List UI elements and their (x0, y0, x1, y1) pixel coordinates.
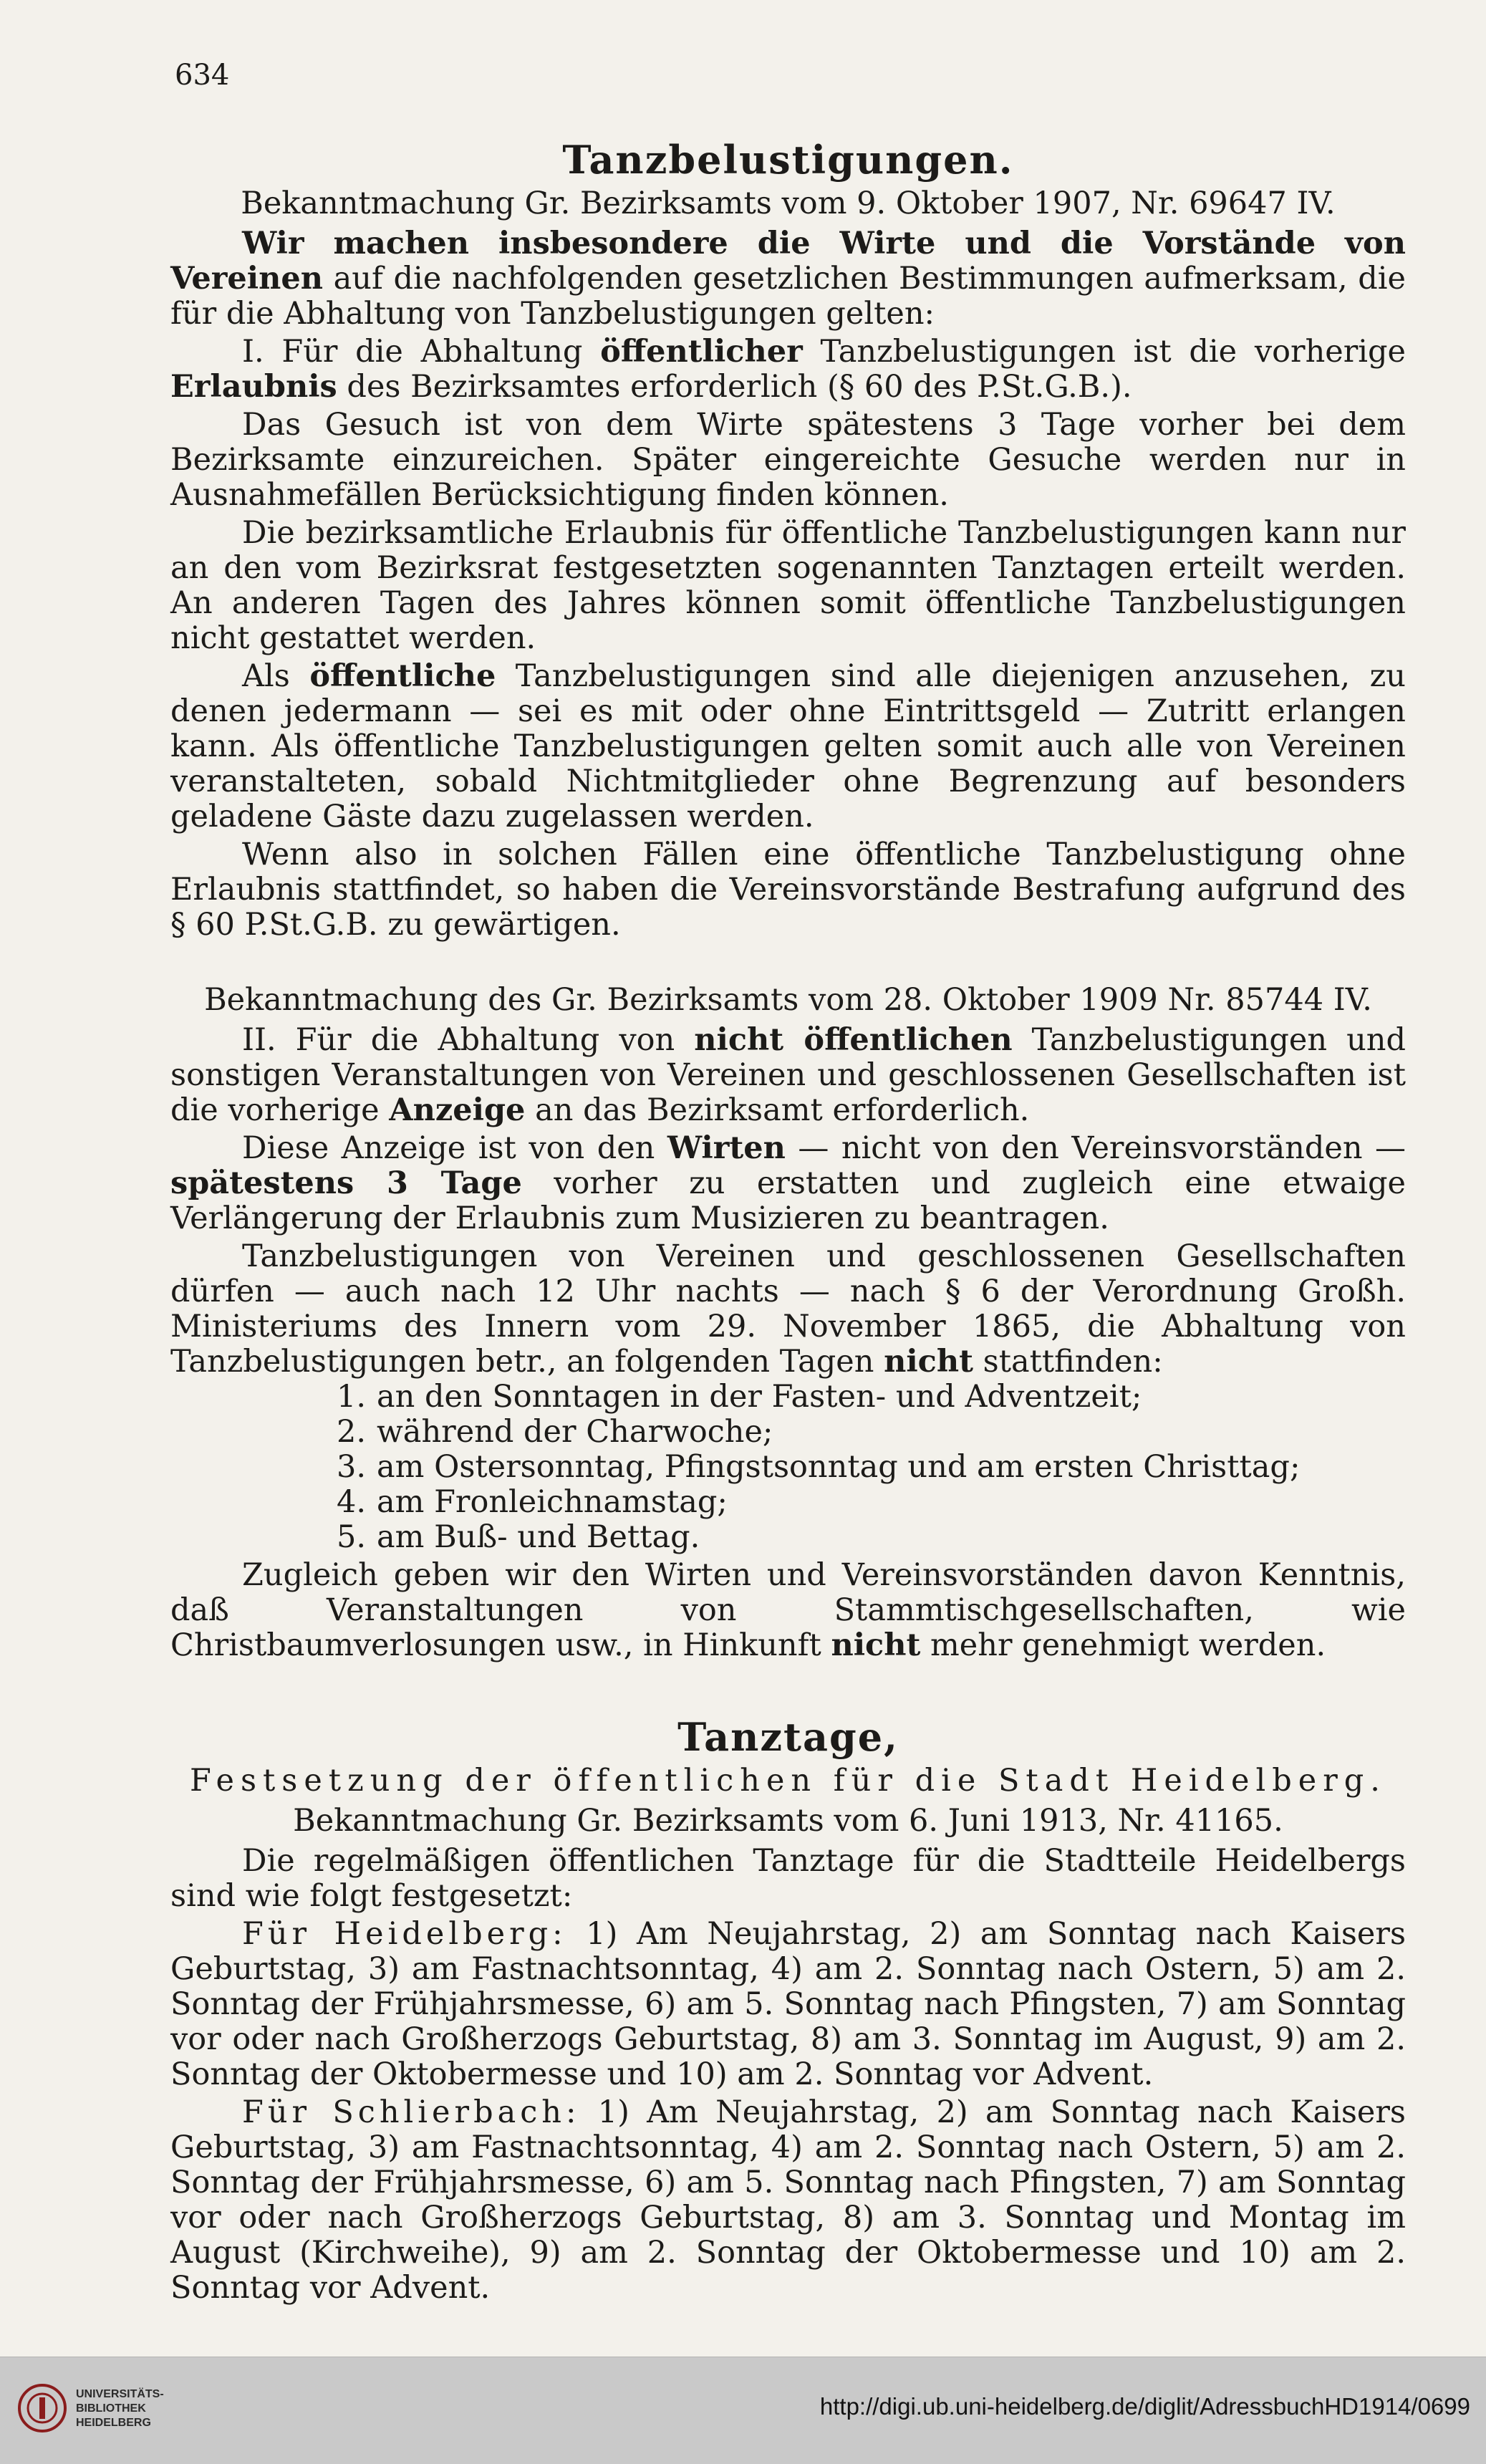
university-seal-icon (17, 2383, 67, 2433)
paragraph-text: mehr genehmigt werden. (920, 1627, 1326, 1663)
paragraph-text: stattfinden: (973, 1344, 1163, 1380)
page-number: 634 (175, 59, 230, 92)
paragraph-text: 1) Am Neujahrstag, 2) am Sonntag nach Kaisers Geburtstag, 3) am Fastnachtsonntag, 4) am 2. Sonntag nach Ostern, 5) am 2. Sonntag der Frühjahrsmesse, 6) am 5. Sonntag nach Pfingsten, 7) am Sonntag vor oder nach Großherzogs Geburtstag, 8) am 3. Sonntag und Montag im August (Kirchweihe), 9) am 2. Sonntag der Oktobermesse und 10) am 2. Sonntag vor Advent. (170, 2094, 1407, 2306)
list-item: 2. während der Charwoche; (337, 1414, 773, 1450)
paragraph-gesuch: Das Gesuch ist von dem Wirte spätestens 3 Tage vorher bei dem Bezirksamte einzureichen. Später eingereichte Gesuche werden nur in Ausnahmefällen Berücksichtigung finden können. (170, 407, 1406, 513)
paragraph-text: Tanzbelustigungen ist die vorherige (802, 334, 1406, 370)
bold-phrase: Wir machen insbesondere die Wirte und die Vorstände von Vereinen (170, 226, 1406, 297)
paragraph-text: des Bezirksamtes erforderlich (§ 60 des P.St.G.B.). (337, 369, 1132, 405)
place-label: Für Heidelberg: (242, 1916, 567, 1952)
bold-phrase: nicht (884, 1344, 973, 1380)
list-item: 5. am Buß- und Bettag. (337, 1519, 700, 1555)
section-heading-tanztage: Tanztage, (677, 1714, 899, 1760)
paragraph-text: Tanzbelustigungen und sonstigen Veranstaltungen von Vereinen und geschlossenen Gesellschaften ist die vorherige (170, 1022, 1406, 1128)
paragraph-tanztage: Die bezirksamtliche Erlaubnis für öffentliche Tanzbelustigungen kann nur an den vom Bezirksrat festgesetzten sogenannten Tanztagen erteilt werden. An anderen Tagen des Jahres können somit öffentliche Tanzbelustigungen nicht gestattet werden. (170, 515, 1406, 656)
bold-phrase: öffentliche (309, 658, 496, 694)
notice-1907: Bekanntmachung Gr. Bezirksamts vom 9. Oktober 1907, Nr. 69647 IV. (241, 186, 1336, 221)
section-subheading: Festsetzung der öffentlichen für die Stadt Heidelberg. (190, 1763, 1386, 1799)
paragraph-text: Diese Anzeige ist von den (242, 1130, 667, 1166)
paragraph-text: 1) Am Neujahrstag, 2) am Sonntag nach Kaisers Geburtstag, 3) am Fastnachtsonntag, 4) am 2. Sonntag nach Ostern, 5) am 2. Sonntag der Frühjahrsmesse, 6) am 5. Sonntag nach Pfingsten, 7) am Sonntag vor oder nach Großherzogs Geburtstag, 8) am 3. Sonntag im August, 9) am 2. Sonntag der Oktobermesse und 10) am 2. Sonntag vor Advent. (170, 1916, 1407, 2092)
library-name: UNIVERSITÄTS- BIBLIOTHEK HEIDELBERG (76, 2388, 164, 2429)
list-item: 4. am Fronleichnamstag; (337, 1484, 728, 1520)
paragraph-text: Tanzbelustigungen sind alle diejenigen anzusehen, zu denen jedermann — sei es mit oder ohne Eintrittsgeld — Zutritt erlangen kann. Als öffentliche Tanzbelustigungen gelten somit auch alle von Vereinen veranstalteten, sobald Nichtmitglieder ohne Begrenzung auf besonders geladene Gäste dazu zugelassen werden. (170, 658, 1406, 834)
bold-phrase: spätestens 3 Tage (170, 1165, 522, 1201)
bold-phrase: Anzeige (389, 1092, 526, 1128)
forbidden-days-list (170, 1380, 1406, 1555)
paragraph-text: II. Für die Abhaltung von (242, 1022, 695, 1058)
paragraph-stammtisch (170, 1558, 1406, 1663)
section-heading-tanzbelustigungen: Tanzbelustigungen. (562, 137, 1014, 183)
bold-phrase: nicht öffentlichen (694, 1022, 1013, 1058)
notice-1909: Bekanntmachung des Gr. Bezirksamts vom 28. Oktober 1909 Nr. 85744 IV. (204, 982, 1372, 1018)
bold-phrase: öffentlicher (600, 334, 803, 370)
list-item: 1. an den Sonntagen in der Fasten- und Adventzeit; (337, 1379, 1142, 1415)
paragraph-regelmaessig: Die regelmäßigen öffentlichen Tanztage für die Stadtteile Heidelbergs sind wie folgt festgesetzt: (170, 1843, 1406, 1914)
paragraph-oeffentliche (170, 659, 1406, 834)
paragraph-schlierbach (170, 2095, 1406, 2306)
paragraph-erlaubnis (170, 335, 1406, 405)
paragraph-text: an das Bezirksamt erforderlich. (525, 1092, 1030, 1128)
paragraph-text: auf die nachfolgenden gesetzlichen Bestimmungen aufmerksam, die für die Abhaltung von Tanzbelustigungen gelten: (170, 261, 1406, 332)
paragraph-heidelberg (170, 1917, 1406, 2092)
paragraph-text: vorher zu erstatten und zugleich eine etwaige Verlängerung der Erlaubnis zum Musizieren zu beantragen. (170, 1165, 1406, 1236)
list-item: 3. am Ostersonntag, Pfingstsonntag und am ersten Christtag; (337, 1449, 1301, 1485)
bold-phrase: Wirten (667, 1130, 786, 1166)
paragraph-text: I. Für die Abhaltung (242, 334, 601, 370)
paragraph-bestrafung: Wenn also in solchen Fällen eine öffentliche Tanzbelustigung ohne Erlaubnis stattfindet, so haben die Vereinsvorstände Bestrafung aufgrund des § 60 P.St.G.B. zu gewärtigen. (170, 837, 1406, 943)
paragraph-nicht-oeffentlich (170, 1023, 1406, 1128)
paragraph-text: Zugleich geben wir den Wirten und Vereinsvorständen davon Kenntnis, daß Veranstaltungen von Stammtischgesellschaften, wie Christbaumverlosungen usw., in Hinkunft (170, 1557, 1406, 1663)
paragraph-text: Tanzbelustigungen von Vereinen und geschlossenen Gesellschaften dürfen — auch nach 12 Uhr nachts — nach § 6 der Verordnung Großh. Ministeriums des Innern vom 29. November 1865, die Abhaltung von Tanzbelustigungen betr., an folgenden Tagen (170, 1238, 1406, 1380)
paragraph-intro (170, 226, 1406, 332)
paragraph-anzeige (170, 1131, 1406, 1236)
paragraph-verbotene-tage (170, 1239, 1406, 1380)
source-url[interactable]: http://digi.ub.uni-heidelberg.de/diglit/AdressbuchHD1914/0699 (819, 2393, 1470, 2420)
bold-phrase: nicht (831, 1627, 921, 1663)
place-label: Für Schlierbach: (242, 2094, 581, 2130)
paragraph-text: Als (242, 658, 310, 694)
footer-bar (0, 2357, 1486, 2464)
paragraph-text: — nicht von den Vereinsvorständen — (785, 1130, 1407, 1166)
content-column (170, 136, 1406, 2306)
bold-phrase: Erlaubnis (170, 369, 337, 405)
notice-1913: Bekanntmachung Gr. Bezirksamts vom 6. Juni 1913, Nr. 41165. (293, 1803, 1283, 1839)
